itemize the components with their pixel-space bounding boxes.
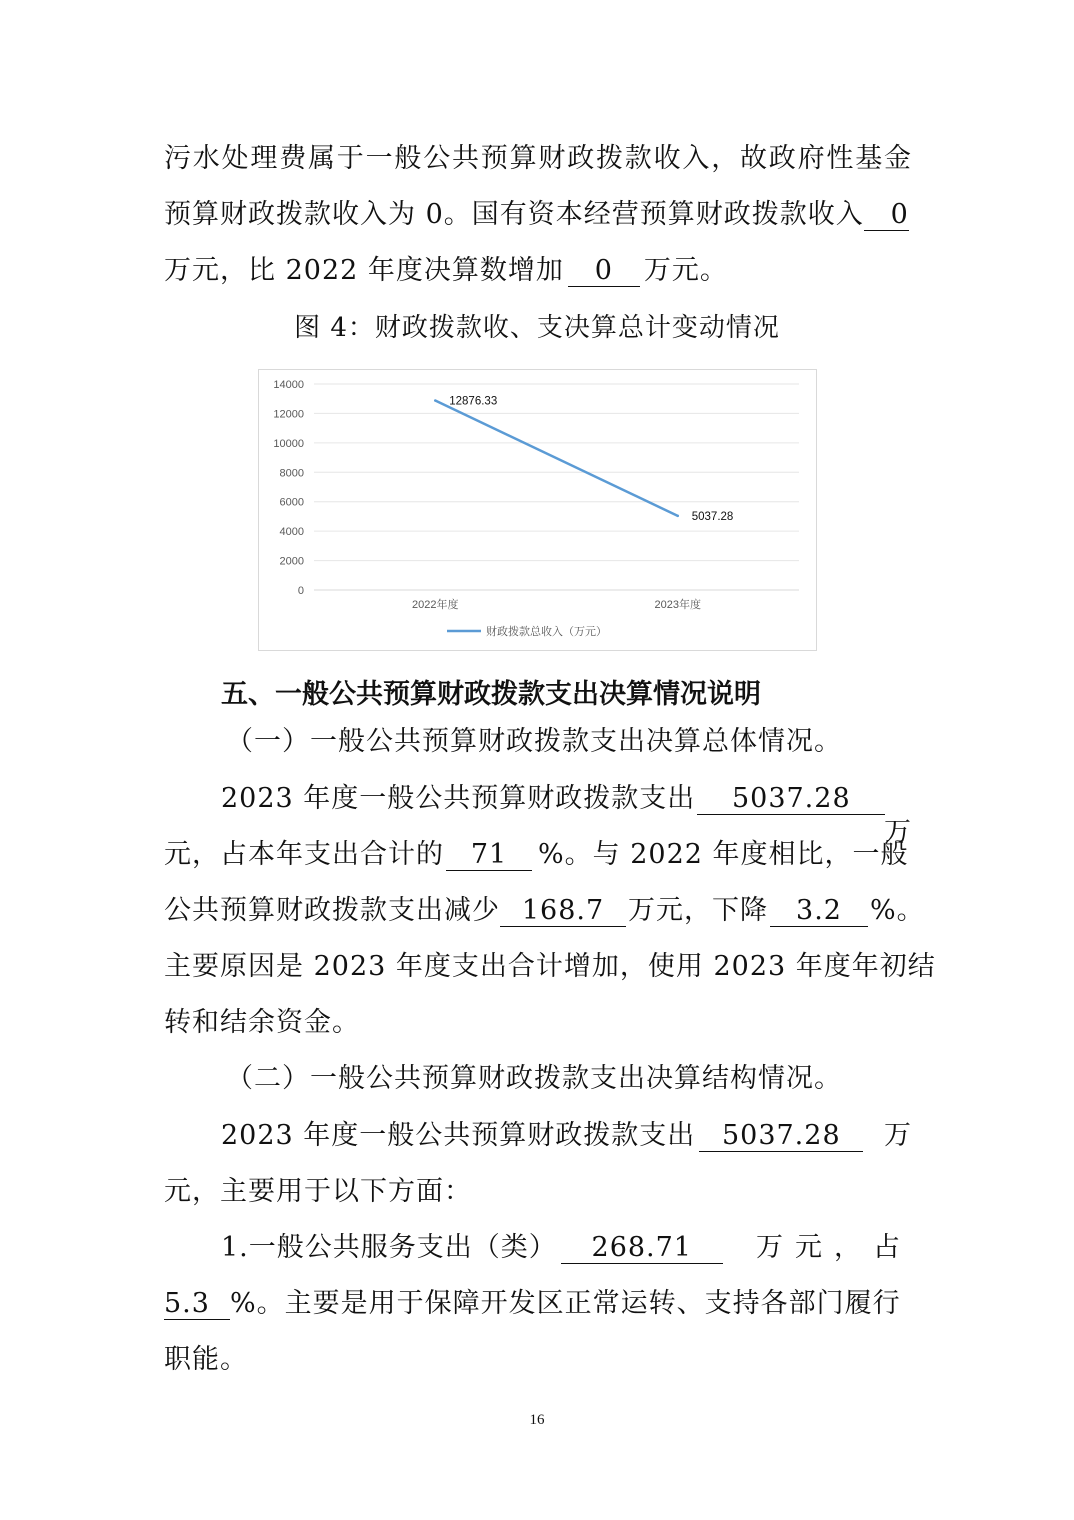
underlined-value: 71 xyxy=(446,840,532,871)
y-tick-label: 10000 xyxy=(273,437,304,450)
underlined-value: 3.2 xyxy=(770,896,868,927)
text-span: 万元。 xyxy=(643,255,728,286)
underlined-value: 0 xyxy=(568,256,640,287)
text-span: 2023 年度一般公共预算财政拨款支出 xyxy=(221,783,696,814)
subsection-heading: （二）一般公共预算财政拨款支出决算结构情况。 xyxy=(226,1063,842,1094)
text-span: 万 xyxy=(884,817,912,848)
paragraph-line: 职能。 xyxy=(164,1344,248,1375)
underlined-value: 5037.28 xyxy=(699,1121,863,1152)
x-tick-label: 2022年度 xyxy=(412,599,459,611)
series-line xyxy=(435,401,678,516)
data-label: 5037.28 xyxy=(691,510,734,523)
paragraph-line xyxy=(164,254,912,288)
y-tick-label: 0 xyxy=(297,585,304,597)
paragraph-line xyxy=(164,838,912,872)
text-span: 元，占本年支出合计的 xyxy=(164,839,444,870)
underlined-value: 5037.28 xyxy=(697,784,885,815)
text-span: 污水处理费属于一般公共预算财政拨款收入，故政府性基金 xyxy=(164,143,912,174)
text-span: 万元，占 xyxy=(756,1232,912,1263)
underlined-value: 5.3 xyxy=(164,1289,230,1320)
text-span: 公共预算财政拨款支出减少 xyxy=(164,895,500,926)
legend-label: 财政拨款总收入（万元） xyxy=(486,626,607,638)
text-span: %。 xyxy=(870,895,925,926)
data-point xyxy=(677,515,679,517)
paragraph-line xyxy=(164,198,912,232)
section-heading: 五、一般公共预算财政拨款支出决算情况说明 xyxy=(221,679,761,710)
text-span: 万 xyxy=(884,1120,912,1151)
text-span: 主要原因是 2023 年度支出合计增加，使用 2023 年度年初结 xyxy=(164,951,936,982)
subsection-heading: （一）一般公共预算财政拨款支出决算总体情况。 xyxy=(226,726,842,757)
text-span: 1.一般公共服务支出（类） xyxy=(221,1232,557,1263)
text-span: 万元，下降 xyxy=(628,895,768,926)
paragraph-line: 元，主要用于以下方面： xyxy=(164,1176,472,1207)
x-tick-label: 2023年度 xyxy=(654,599,701,611)
paragraph-line xyxy=(221,1231,912,1265)
figure-caption: 图 4：财政拨款收、支决算总计变动情况 xyxy=(294,313,780,343)
data-point xyxy=(434,399,436,401)
y-tick-label: 4000 xyxy=(279,526,304,539)
paragraph-line xyxy=(164,142,912,176)
paragraph-line: 转和结余资金。 xyxy=(164,1007,360,1038)
paragraph-line xyxy=(164,894,925,928)
text-span: %。与 2022 年度相比，一般 xyxy=(538,839,909,870)
text-span: %。主要是用于保障开发区正常运转、支持各部门履行 xyxy=(230,1288,901,1319)
paragraph-line xyxy=(221,1119,912,1153)
y-tick-label: 12000 xyxy=(273,408,304,421)
y-tick-label: 2000 xyxy=(279,555,304,568)
y-tick-label: 8000 xyxy=(279,467,304,480)
data-label: 12876.33 xyxy=(449,395,498,408)
text-span: 万元，比 2022 年度决算数增加 xyxy=(164,255,564,286)
underlined-value: 268.71 xyxy=(561,1233,723,1264)
y-tick-label: 14000 xyxy=(273,379,304,391)
page-number: 16 xyxy=(529,1412,545,1428)
paragraph-line xyxy=(164,950,936,984)
underlined-value: 0 xyxy=(864,200,909,231)
text-span: 2023 年度一般公共预算财政拨款支出 xyxy=(221,1120,696,1151)
underlined-value: 168.7 xyxy=(500,896,626,927)
text-span: 预算财政拨款收入为 0。国有资本经营预算财政拨款收入 xyxy=(164,199,864,230)
chart-canvas xyxy=(259,370,816,650)
line-chart xyxy=(258,369,817,651)
paragraph-line xyxy=(164,1287,912,1321)
y-tick-label: 6000 xyxy=(279,496,304,509)
